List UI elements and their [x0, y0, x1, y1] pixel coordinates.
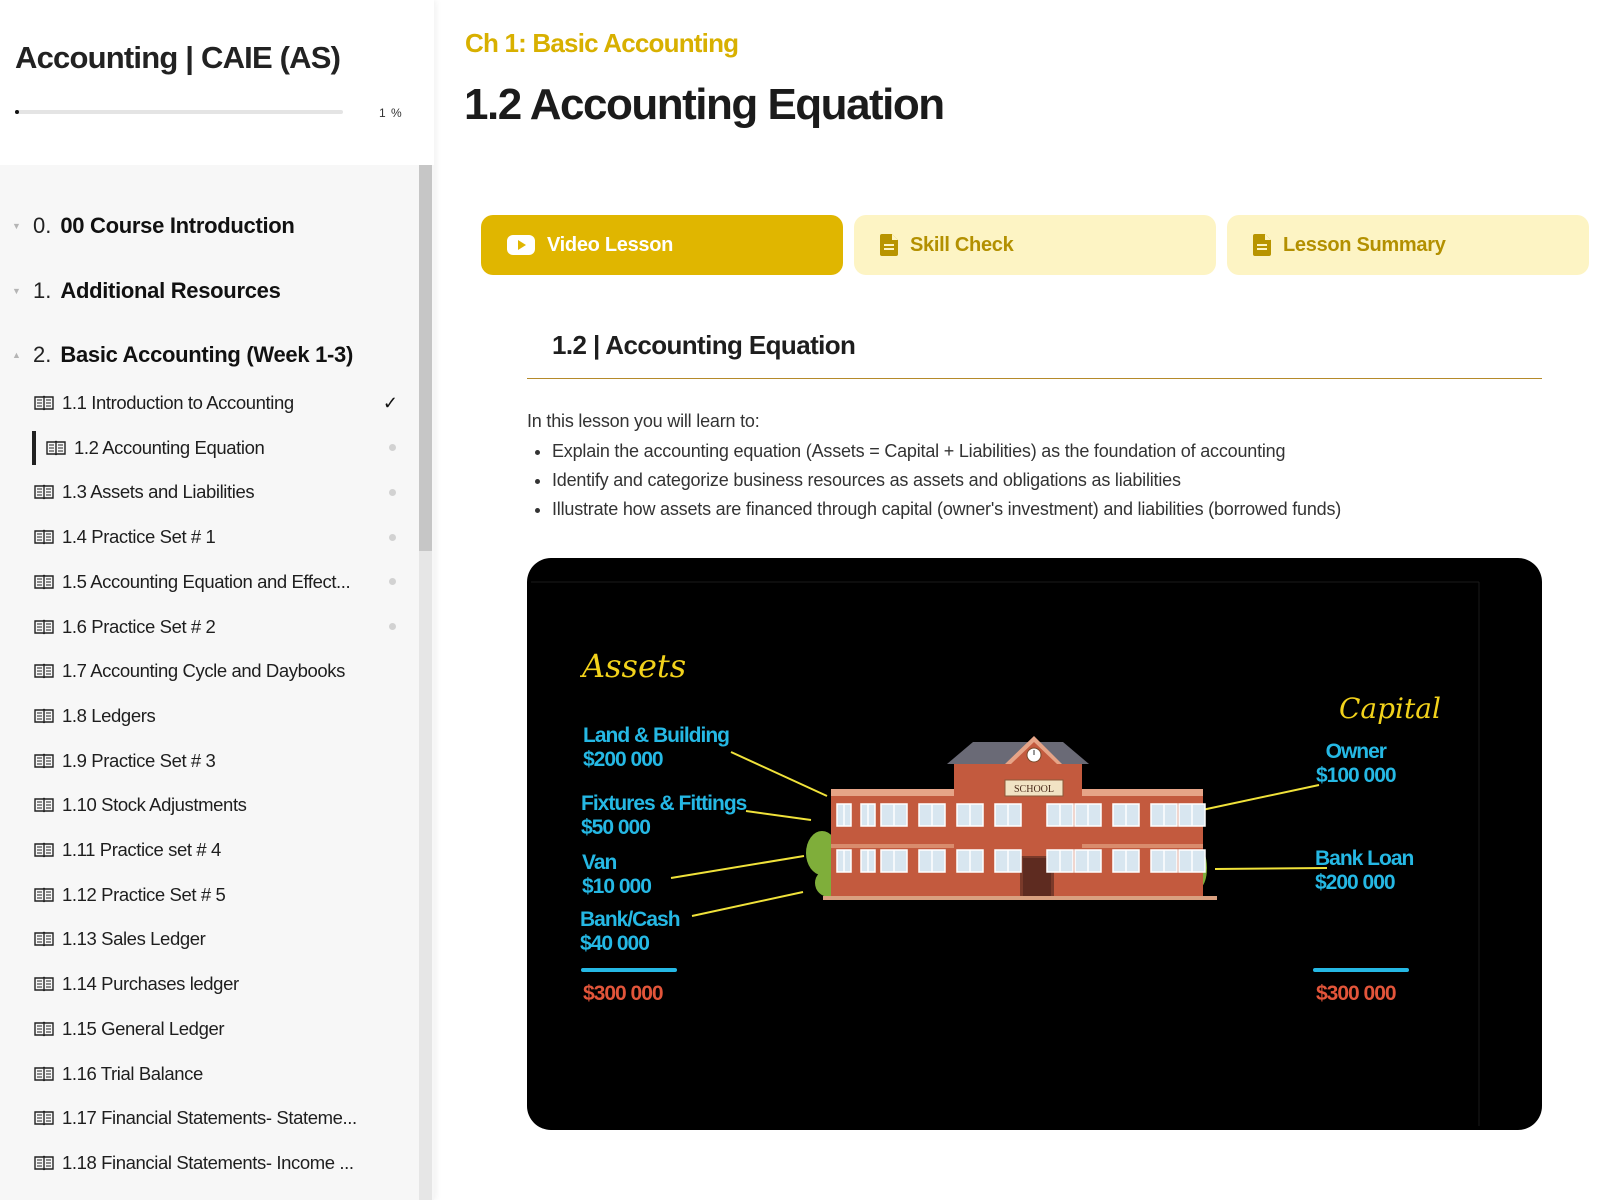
module-number: 0. — [33, 213, 52, 238]
book-icon — [34, 395, 54, 411]
lesson-item[interactable] — [34, 386, 410, 420]
book-icon — [34, 931, 54, 947]
lesson-item[interactable] — [34, 788, 410, 822]
book-icon — [34, 1066, 54, 1082]
module-additional-resources[interactable] — [12, 273, 281, 309]
course-progress-bar — [15, 110, 343, 114]
book-icon — [34, 484, 54, 500]
section-divider — [527, 378, 1542, 379]
document-icon — [880, 234, 898, 256]
book-icon — [34, 753, 54, 769]
lesson-label: 1.16 Trial Balance — [62, 1062, 203, 1084]
asset-amount: $10 000 — [582, 875, 651, 898]
book-icon — [34, 529, 54, 545]
asset-fixtures-fittings — [581, 792, 746, 840]
lesson-label: 1.11 Practice set # 4 — [62, 839, 221, 860]
learning-objectives — [527, 440, 1562, 527]
module-basic-accounting[interactable] — [12, 337, 353, 373]
capital-heading-text: Capital — [1339, 692, 1441, 725]
capital-bank-loan — [1315, 847, 1413, 895]
status-dot-icon — [389, 534, 396, 541]
lesson-label: 1.15 General Ledger — [62, 1017, 225, 1039]
lesson-item[interactable] — [34, 654, 410, 688]
book-icon — [34, 1110, 54, 1126]
lesson-item[interactable] — [34, 967, 410, 1001]
lesson-item[interactable] — [34, 475, 410, 509]
asset-van — [582, 851, 651, 899]
lesson-label: 1.13 Sales Ledger — [62, 928, 206, 950]
module-title: Basic Accounting (Week 1-3) — [60, 342, 353, 367]
tab-label: Video Lesson — [547, 233, 674, 256]
lesson-item[interactable] — [34, 1012, 410, 1046]
page-title: 1.2 Accounting Equation — [464, 80, 944, 129]
book-icon — [34, 797, 54, 813]
lesson-item[interactable] — [34, 520, 410, 554]
lesson-item[interactable] — [34, 699, 410, 733]
lesson-label: 1.17 Financial Statements- Stateme... — [62, 1107, 357, 1129]
course-sidebar — [0, 0, 434, 1200]
lesson-item[interactable] — [34, 878, 410, 912]
course-progress-fill — [15, 110, 19, 114]
asset-name: Van — [582, 851, 617, 874]
lesson-label: 1.6 Practice Set # 2 — [62, 615, 216, 637]
sidebar-scrollbar[interactable] — [419, 165, 432, 1200]
book-icon — [34, 663, 54, 679]
lesson-item[interactable] — [34, 922, 410, 956]
caret-down-icon: ▼ — [12, 221, 21, 231]
module-title: 00 Course Introduction — [60, 213, 295, 238]
lesson-item[interactable] — [34, 1101, 410, 1135]
lesson-item[interactable] — [34, 610, 410, 644]
video-player[interactable] — [527, 558, 1542, 1130]
lesson-label: 1.4 Practice Set # 1 — [62, 526, 216, 548]
status-dot-icon — [389, 489, 396, 496]
capital-amount: $100 000 — [1316, 764, 1396, 787]
lesson-item[interactable] — [34, 833, 410, 867]
lesson-label: 1.18 Financial Statements- Income ... — [62, 1151, 354, 1173]
tab-label: Skill Check — [910, 233, 1014, 256]
lesson-label: 1.9 Practice Set # 3 — [62, 749, 216, 771]
lesson-item[interactable] — [34, 565, 410, 599]
caret-up-icon: ▲ — [12, 350, 21, 360]
capital-name: Bank Loan — [1315, 847, 1414, 870]
lesson-label: 1.14 Purchases ledger — [62, 973, 239, 995]
book-icon — [34, 574, 54, 590]
module-course-introduction[interactable] — [12, 208, 295, 244]
book-icon — [34, 887, 54, 903]
module-number: 1. — [33, 278, 52, 303]
sidebar-header — [0, 0, 434, 165]
book-icon — [34, 976, 54, 992]
book-icon — [34, 1155, 54, 1171]
tab-video-lesson[interactable] — [481, 215, 843, 275]
capital-owner — [1316, 740, 1396, 788]
status-dot-icon — [389, 444, 396, 451]
capital-total-rule — [1313, 968, 1409, 972]
document-icon — [1253, 234, 1271, 256]
book-icon — [34, 1021, 54, 1037]
status-dot-icon — [389, 578, 396, 585]
lesson-label: 1.10 Stock Adjustments — [62, 794, 247, 816]
asset-amount: $50 000 — [581, 816, 650, 839]
assets-heading-text: Assets — [582, 647, 687, 685]
youtube-play-icon — [507, 235, 535, 255]
checkmark-icon: ✓ — [382, 392, 398, 413]
lesson-label: 1.2 Accounting Equation — [74, 436, 265, 458]
lesson-label: 1.5 Accounting Equation and Effect... — [62, 570, 351, 592]
asset-land-building — [583, 724, 729, 772]
objective-item: • Illustrate how assets are financed through capital (owner's investment) and liabilities (borrowed funds) — [552, 498, 1562, 527]
lesson-label: 1.8 Ledgers — [62, 704, 156, 726]
objective-item: • Explain the accounting equation (Assets = Capital + Liabilities) as the foundation of accounting — [552, 440, 1562, 469]
lesson-label: 1.1 Introduction to Accounting — [62, 392, 294, 413]
tab-lesson-summary[interactable] — [1227, 215, 1589, 275]
book-icon — [46, 440, 66, 456]
lesson-label: 1.12 Practice Set # 5 — [62, 883, 226, 905]
chapter-label: Ch 1: Basic Accounting — [465, 28, 739, 58]
asset-name: Land & Building — [583, 724, 729, 747]
lesson-label: 1.7 Accounting Cycle and Daybooks — [62, 660, 345, 682]
school-sign: SCHOOL — [1013, 784, 1055, 795]
objective-item: • Identify and categorize business resources as assets and obligations as liabilities — [552, 469, 1562, 498]
module-title: Additional Resources — [60, 278, 281, 303]
asset-amount: $40 000 — [580, 932, 649, 955]
book-icon — [34, 619, 54, 635]
asset-name: Fixtures & Fittings — [581, 792, 747, 815]
assets-total: $300 000 — [583, 982, 663, 1005]
assets-total-rule — [581, 968, 677, 972]
status-dot-icon — [389, 623, 396, 630]
asset-name: Bank/Cash — [580, 908, 680, 931]
tab-skill-check[interactable] — [854, 215, 1216, 275]
asset-bank-cash — [580, 908, 680, 956]
lesson-item[interactable] — [32, 431, 410, 465]
lesson-intro: In this lesson you will learn to: — [527, 411, 760, 431]
lesson-item[interactable] — [34, 1057, 410, 1091]
school-building-illustration — [806, 736, 1217, 900]
book-icon — [34, 708, 54, 724]
lesson-item[interactable] — [34, 744, 410, 778]
asset-amount: $200 000 — [583, 748, 663, 771]
course-progress-label: 1 % — [379, 106, 403, 120]
tab-label: Lesson Summary — [1283, 233, 1446, 256]
capital-name: Owner — [1325, 740, 1386, 763]
sidebar-scrollbar-thumb[interactable] — [419, 165, 432, 551]
book-icon — [34, 842, 54, 858]
lesson-label: 1.3 Assets and Liabilities — [62, 481, 255, 503]
capital-amount: $200 000 — [1315, 871, 1395, 894]
capital-total: $300 000 — [1316, 982, 1396, 1005]
lesson-item[interactable] — [34, 1146, 410, 1180]
module-number: 2. — [33, 342, 52, 367]
course-title: Accounting | CAIE (AS) — [15, 40, 341, 75]
caret-down-icon: ▼ — [12, 286, 21, 296]
section-title: 1.2 | Accounting Equation — [552, 330, 856, 360]
